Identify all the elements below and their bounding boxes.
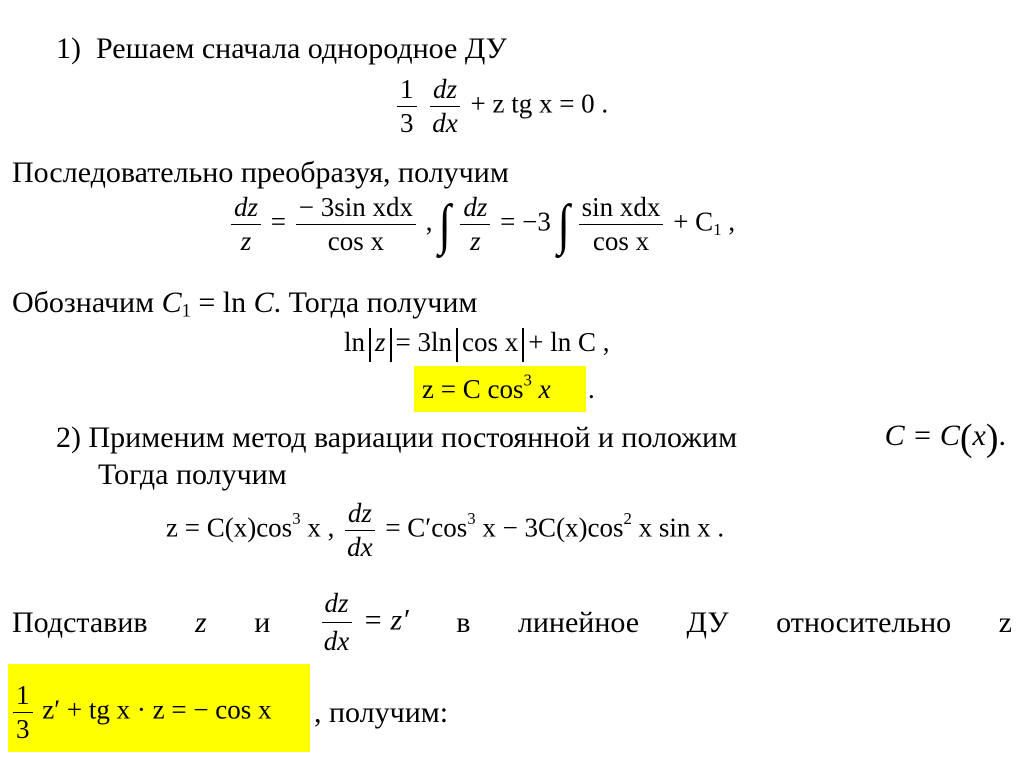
abs-bar: [522, 328, 524, 362]
fraction-dz-dx: [321, 588, 352, 657]
step1-text: Решаем сначала однородное ДУ: [96, 32, 507, 65]
relation: = ln: [198, 286, 247, 319]
word: Подставив: [12, 605, 148, 639]
ln: ln: [344, 327, 366, 358]
step1-label: 1): [56, 32, 81, 65]
fraction-dz-z-integral: [460, 194, 490, 255]
word: в: [456, 605, 471, 639]
frac-den: cos x: [592, 226, 650, 256]
word: и: [254, 605, 271, 639]
superscript: 3: [467, 509, 476, 529]
substitute-line: [12, 588, 1012, 657]
constant-c: + C: [673, 206, 714, 237]
eq5-b: = C′cos: [385, 512, 468, 543]
fraction-sin-cos-integral: [579, 194, 664, 255]
fraction-sin-cos: [296, 194, 416, 255]
step2-line: [56, 416, 1006, 460]
frac-num: dz: [234, 192, 259, 222]
frac-den: z: [240, 226, 252, 256]
transform-text: Последовательно преобразуя, получим: [12, 156, 509, 189]
equation-rest: + z tg x = 0 .: [470, 88, 609, 119]
word: ДУ: [686, 605, 729, 639]
equation-linear: [10, 682, 272, 743]
eq5-mid: x − 3C(x)cos: [482, 512, 624, 543]
frac-num: 1: [397, 76, 417, 107]
plus-ln-c: + ln C ,: [528, 327, 610, 358]
abs-bar: [390, 328, 392, 362]
superscript: 2: [623, 509, 632, 529]
dz-dx-eq: [318, 588, 409, 657]
fraction-dz-z: [231, 194, 261, 255]
denote-line: [12, 286, 478, 322]
obtain-text: , получим:: [314, 696, 449, 729]
word: линейное: [517, 605, 640, 639]
equation-solution-homogeneous: [422, 370, 551, 404]
denote-suffix: . Тогда получим: [273, 286, 478, 319]
formula-arg: x: [972, 418, 986, 452]
word: относительно: [776, 605, 952, 639]
variable-z: z: [195, 605, 207, 639]
eq5-end: x sin x .: [638, 512, 725, 543]
variable-z: z: [375, 327, 386, 358]
period: .: [588, 374, 595, 404]
frac-num: sin xdx: [579, 194, 664, 225]
superscript: 3: [523, 370, 532, 390]
variable-x: x: [538, 374, 551, 404]
frac-num: dz: [347, 498, 372, 528]
eq4-lhs: z = C cos: [422, 374, 524, 404]
frac-num: dz: [324, 588, 349, 618]
fraction-one-third: [13, 682, 33, 743]
frac-den: dx: [432, 108, 458, 138]
frac-num: dz: [463, 192, 488, 222]
equation-log: [344, 328, 610, 362]
period: .: [998, 418, 1006, 452]
frac-den: z: [470, 226, 481, 256]
superscript: 3: [292, 509, 301, 529]
formula-c: C = C: [884, 418, 960, 452]
subscript: 1: [181, 300, 191, 322]
equals-sign: =: [270, 206, 286, 237]
frac-den: 3: [16, 714, 30, 744]
constant-c: C: [253, 286, 274, 319]
z-prime: = z′: [362, 603, 409, 637]
integral-sign: ∫: [557, 193, 570, 256]
frac-num: 1: [13, 682, 33, 713]
step2-text: 2) Применим метод вариации постоянной и положим: [56, 421, 738, 454]
cos-x: cos x: [462, 327, 519, 358]
denote-prefix: Обозначим: [12, 286, 155, 319]
comma: ,: [728, 206, 736, 237]
frac-den: 3: [400, 108, 414, 138]
equation-homogeneous: [394, 76, 608, 137]
fraction-one-third: [397, 76, 417, 137]
abs-bar: [456, 328, 458, 362]
equals-minus-three: = −3: [500, 206, 551, 237]
word: z: [998, 605, 1012, 639]
integral-sign: ∫: [438, 193, 452, 256]
comma: ,: [425, 206, 433, 237]
subscript: 1: [713, 219, 722, 239]
equals-3ln: = 3ln: [395, 327, 453, 358]
equation-variation: [166, 500, 724, 561]
then-text: Тогда получим: [98, 458, 287, 491]
eq6-rest: z′ + tg x · z = − cos x: [42, 694, 272, 725]
frac-den: dx: [347, 532, 373, 562]
step2-formula: C = C(x).: [884, 417, 1006, 459]
frac-num: dz: [432, 74, 457, 104]
fraction-dz-dx: [344, 500, 375, 561]
eq5-a: z = C(x)cos: [166, 512, 293, 543]
eq5-a-end: x ,: [307, 512, 335, 543]
frac-den: cos x: [327, 226, 384, 256]
equation-separated: [228, 194, 735, 255]
frac-num: − 3sin xdx: [296, 194, 416, 225]
frac-den: dx: [323, 626, 350, 656]
abs-bar: [369, 328, 371, 362]
fraction-dz-dx: [429, 76, 460, 137]
constant-c: C: [161, 286, 182, 319]
